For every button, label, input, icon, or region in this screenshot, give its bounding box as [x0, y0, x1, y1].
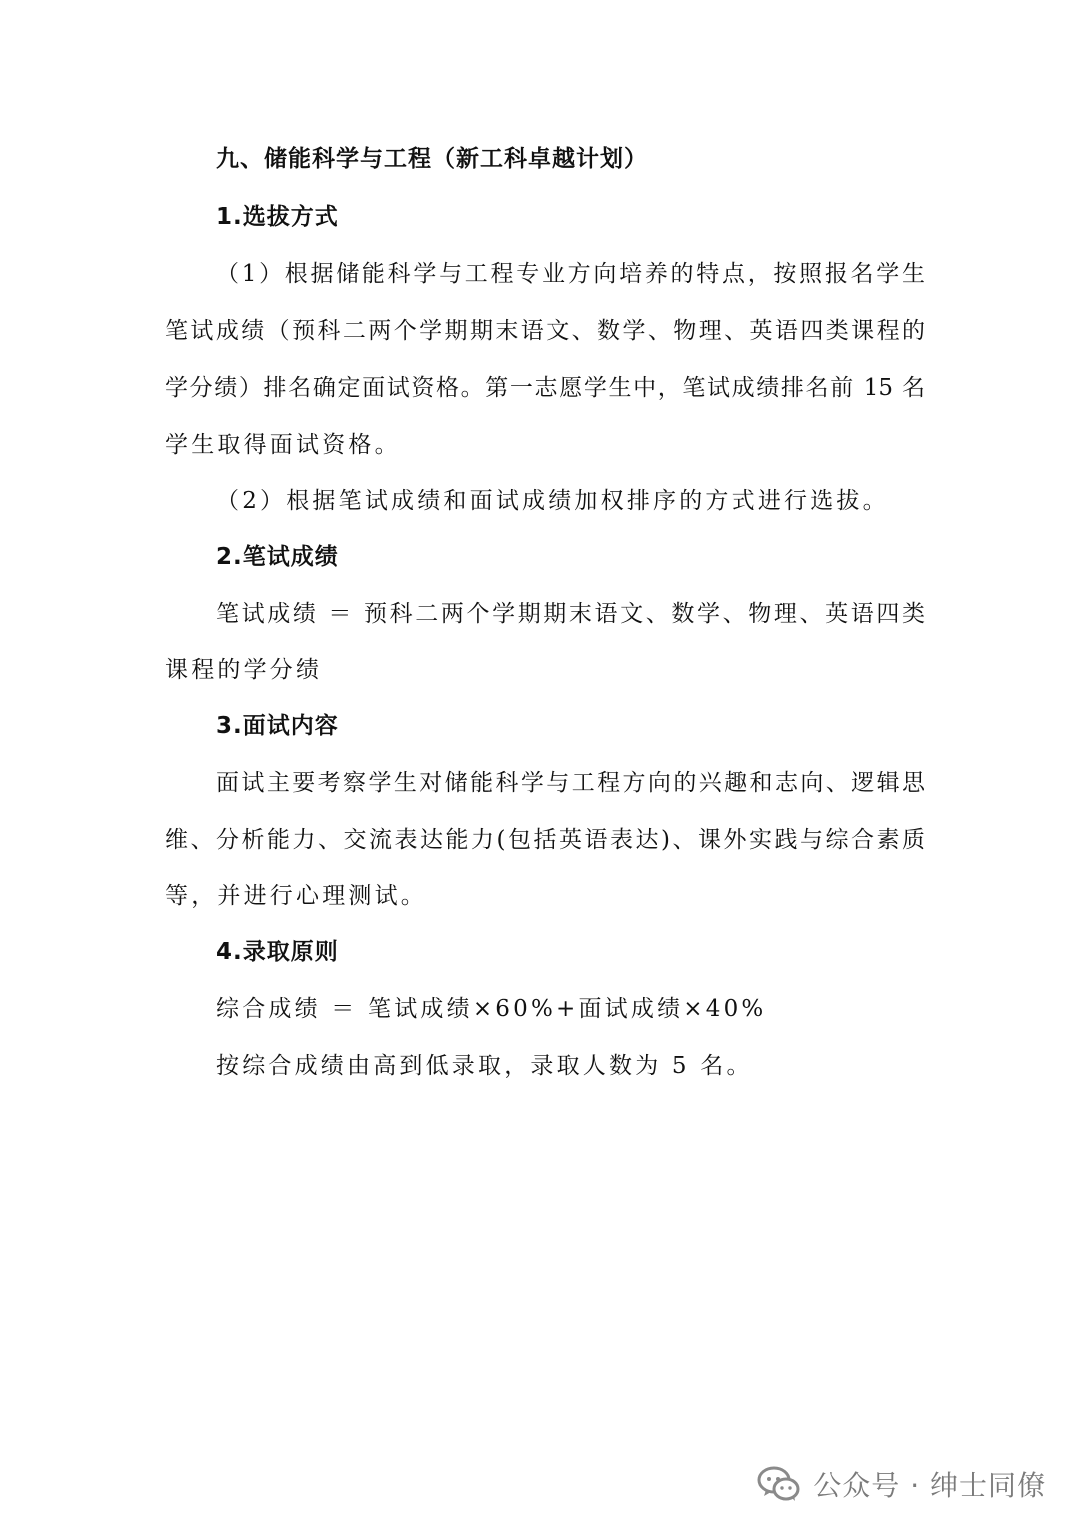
paragraph-line: 面试主要考察学生对储能科学与工程方向的兴趣和志向、逻辑思 [216, 770, 925, 796]
paragraph-line: 维、分析能力、交流表达能力(包括英语表达)、课外实践与综合素质 [165, 827, 925, 853]
paragraph-line: （2）根据笔试成绩和面试成绩加权排序的方式进行选拔。 [216, 488, 889, 514]
paragraph-line: （1）根据储能科学与工程专业方向培养的特点，按照报名学生 [216, 261, 925, 287]
paragraph-line: 学生取得面试资格。 [165, 432, 401, 458]
paragraph-line: 笔试成绩 ＝ 预科二两个学期期末语文、数学、物理、英语四类 [216, 601, 925, 627]
paragraph-line: 课程的学分绩 [165, 657, 323, 683]
formula-line: 综合成绩 ＝ 笔试成绩×60%+面试成绩×40% [216, 996, 767, 1022]
heading-admission-principle: 4.录取原则 [216, 939, 339, 965]
heading-written-score: 2.笔试成绩 [216, 544, 339, 570]
paragraph-line: 等，并进行心理测试。 [165, 883, 427, 909]
paragraph-line: 按综合成绩由高到低录取，录取人数为 5 名。 [216, 1053, 753, 1079]
section-title: 九、储能科学与工程（新工科卓越计划） [216, 146, 648, 172]
paragraph-line: 学分绩）排名确定面试资格。第一志愿学生中，笔试成绩排名前 15 名 [165, 375, 925, 401]
heading-interview-content: 3.面试内容 [216, 713, 339, 739]
watermark-text: 公众号 · 绅士同僚 [813, 1469, 1046, 1502]
wechat-icon [757, 1465, 801, 1503]
heading-selection-method: 1.选拔方式 [216, 204, 339, 230]
paragraph-line: 笔试成绩（预科二两个学期期末语文、数学、物理、英语四类课程的 [165, 318, 925, 344]
watermark [757, 1462, 1046, 1506]
